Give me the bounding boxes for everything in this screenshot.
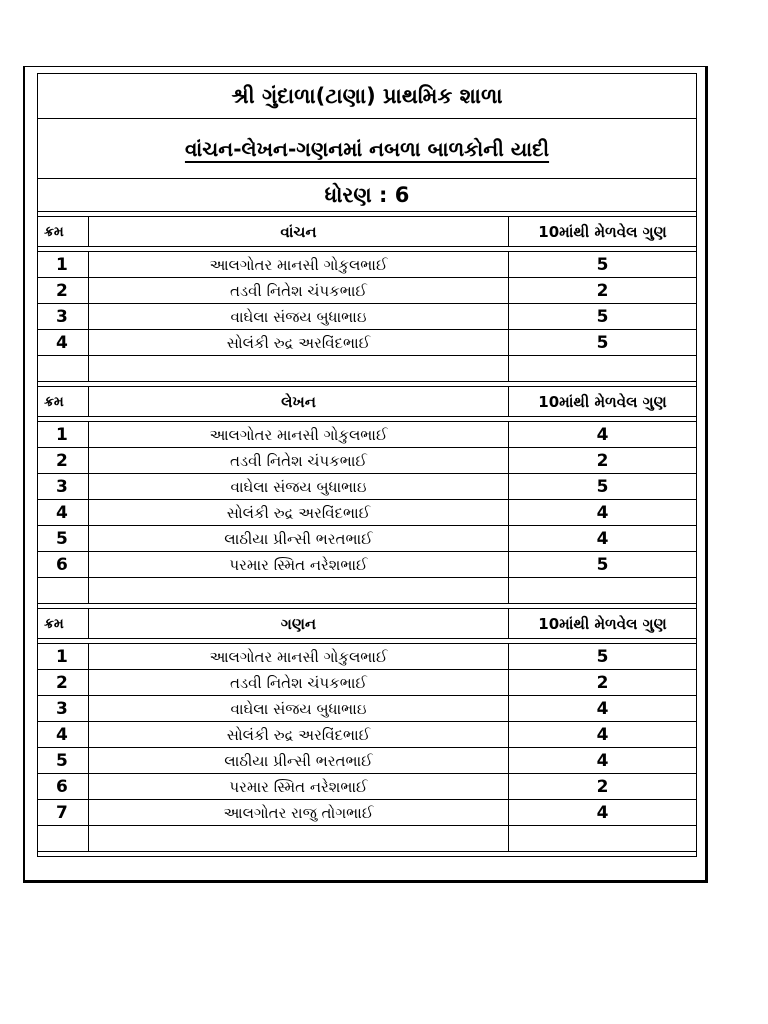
header-marks: 10માંથી મેળવેલ ગુણ [538,222,667,241]
spacer-row [37,852,697,857]
table-row [37,722,697,748]
blank-cell [38,356,89,381]
school-name-text: શ્રી ગુંદાળા(ટાણા) પ્રાથમિક શાળા [231,83,503,108]
blank-row [37,356,697,382]
blank-cell [509,578,696,603]
serial-cell: 4 [38,722,89,747]
section-writing [37,387,697,609]
marks-cell: 5 [596,476,609,497]
student-name-cell: આલગોતર માનસી ગોકુલભાઈ [89,422,509,447]
header-subject: લેખન [89,387,509,416]
serial-cell: 7 [38,800,89,825]
table-row [37,304,697,330]
table-row [37,552,697,578]
student-name-cell: સોલંકી રુદ્ર અરવિંદભાઈ [89,722,509,747]
header-serial: ક્રમ [38,609,89,638]
marks-table [37,73,697,857]
table-row [37,252,697,278]
header-marks: 10માંથી મેળવેલ ગુણ [538,614,667,633]
marks-cell: 5 [596,554,609,575]
marks-cell: 4 [596,502,609,523]
serial-cell: 2 [38,670,89,695]
document-sheet [23,66,708,883]
serial-cell: 6 [38,552,89,577]
marks-cell: 5 [596,332,609,353]
marks-cell: 5 [596,306,609,327]
serial-cell: 2 [38,278,89,303]
serial-cell: 4 [38,330,89,355]
section-arithmetic [37,609,697,857]
marks-cell: 4 [596,528,609,549]
student-name-cell: આલગોતર રાજુ તોગભાઈ [89,800,509,825]
student-name-cell: પરમાર સ્મિત નરેશભાઈ [89,552,509,577]
student-name-cell: તડવી નિતેશ ચંપકભાઈ [89,448,509,473]
marks-cell: 2 [596,672,609,693]
table-row [37,330,697,356]
header-serial: ક્રમ [38,387,89,416]
table-row [37,670,697,696]
list-title-text: વાંચન-લેખન-ગણનમાં નબળા બાળકોની યાદી [184,136,550,161]
table-row [37,696,697,722]
serial-cell: 3 [38,696,89,721]
marks-cell: 4 [596,750,609,771]
table-row [37,474,697,500]
blank-cell [89,578,509,603]
marks-cell: 4 [596,698,609,719]
blank-cell [38,578,89,603]
blank-row [37,826,697,852]
header-subject: વાંચન [89,217,509,246]
student-name-cell: લાઠીયા પ્રીન્સી ભરતભાઈ [89,526,509,551]
student-name-cell: સોલંકી રુદ્ર અરવિંદભાઈ [89,330,509,355]
marks-cell: 4 [596,424,609,445]
standard-text: ધોરણ : 6 [324,182,410,207]
table-row [37,526,697,552]
student-name-cell: આલગોતર માનસી ગોકુલભાઈ [89,644,509,669]
marks-cell: 4 [596,724,609,745]
marks-cell: 4 [596,802,609,823]
student-name-cell: પરમાર સ્મિત નરેશભાઈ [89,774,509,799]
table-row [37,774,697,800]
student-name-cell: તડવી નિતેશ ચંપકભાઈ [89,278,509,303]
table-row [37,644,697,670]
serial-cell: 5 [38,526,89,551]
serial-cell: 1 [38,644,89,669]
serial-cell: 3 [38,474,89,499]
table-row [37,448,697,474]
header-marks: 10માંથી મેળવેલ ગુણ [538,392,667,411]
table-row [37,800,697,826]
table-header-row [37,217,697,247]
table-row [37,748,697,774]
marks-cell: 5 [596,254,609,275]
marks-cell: 2 [596,450,609,471]
serial-cell: 1 [38,422,89,447]
table-row [37,500,697,526]
section-reading [37,217,697,387]
blank-cell [509,356,696,381]
student-name-cell: તડવી નિતેશ ચંપકભાઈ [89,670,509,695]
serial-cell: 2 [38,448,89,473]
serial-cell: 4 [38,500,89,525]
serial-cell: 6 [38,774,89,799]
student-name-cell: વાઘેલા સંજય બુધાભાઇ [89,696,509,721]
student-name-cell: વાઘેલા સંજય બુધાભાઇ [89,474,509,499]
standard-label [37,179,697,212]
serial-cell: 1 [38,252,89,277]
marks-cell: 2 [596,280,609,301]
student-name-cell: લાઠીયા પ્રીન્સી ભરતભાઈ [89,748,509,773]
blank-row [37,578,697,604]
serial-cell: 3 [38,304,89,329]
blank-cell [38,826,89,851]
marks-cell: 2 [596,776,609,797]
list-title [37,119,697,179]
header-serial: ક્રમ [38,217,89,246]
table-header-row [37,609,697,639]
school-name [37,74,697,119]
marks-cell: 5 [596,646,609,667]
serial-cell: 5 [38,748,89,773]
blank-cell [509,826,696,851]
header-subject: ગણન [89,609,509,638]
student-name-cell: વાઘેલા સંજય બુધાભાઇ [89,304,509,329]
table-row [37,422,697,448]
table-header-row [37,387,697,417]
blank-cell [89,356,509,381]
table-row [37,278,697,304]
blank-cell [89,826,509,851]
student-name-cell: આલગોતર માનસી ગોકુલભાઈ [89,252,509,277]
student-name-cell: સોલંકી રુદ્ર અરવિંદભાઈ [89,500,509,525]
